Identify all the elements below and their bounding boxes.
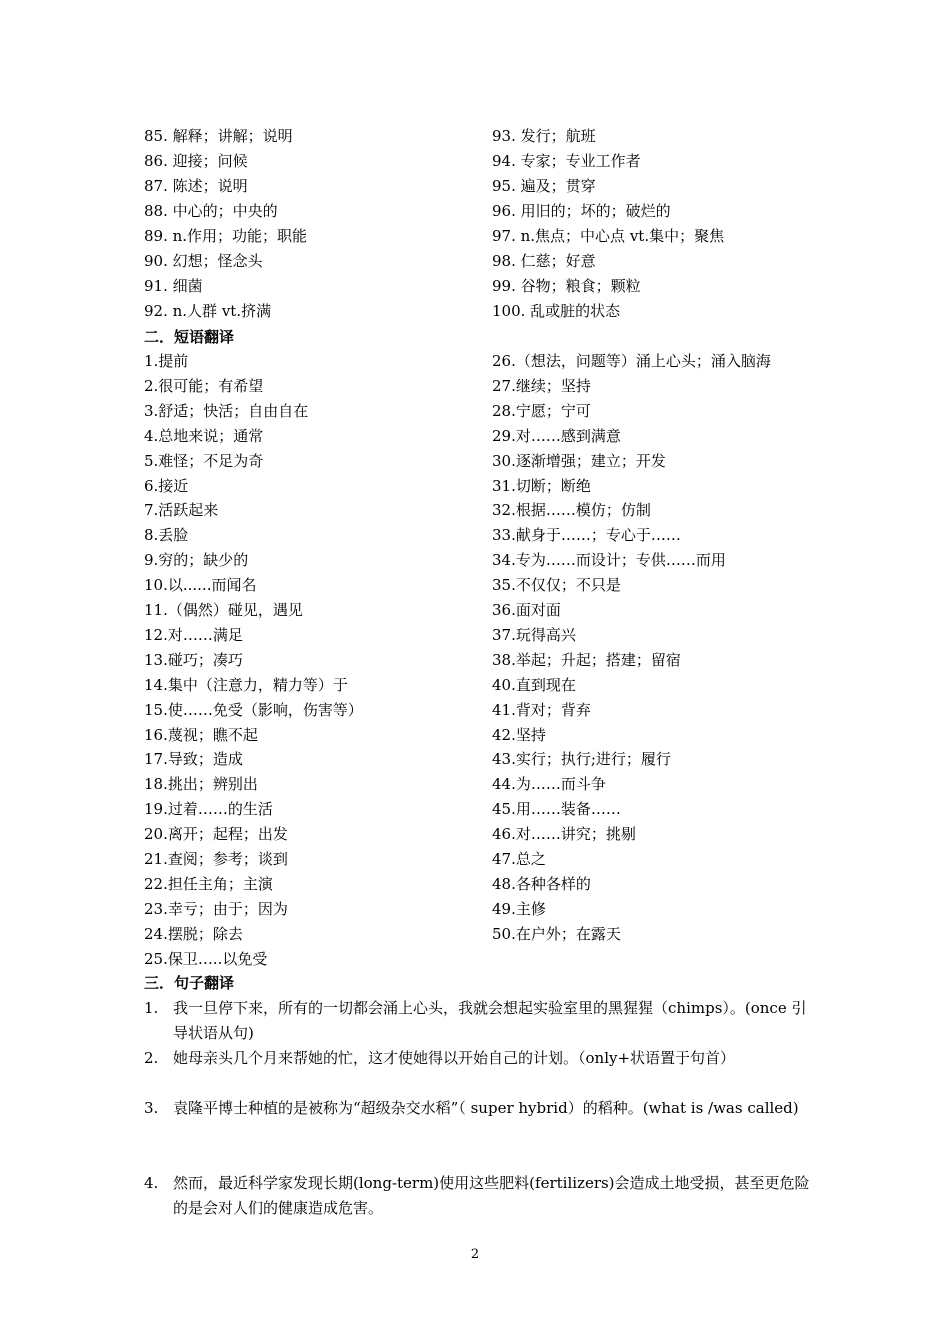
phrase-item: 29.对……感到满意	[492, 426, 621, 445]
phrase-item: 44.为……而斗争	[492, 775, 606, 794]
phrase-item: 40.直到现在	[492, 675, 576, 694]
phrase-item: 9.穷的；缺少的	[144, 551, 249, 570]
sentence-text: 她母亲头几个月来帮她的忙，这才使她得以开始自己的计划。（only+状语置于句首）	[173, 1049, 736, 1067]
phrase-item: 8.丢脸	[144, 526, 189, 545]
phrase-item: 12.对……满足	[144, 625, 243, 644]
phrase-item: 24.摆脱；除去	[144, 924, 243, 943]
phrase-item: 45.用……装备……	[492, 800, 621, 819]
vocab-item: 97. n.焦点；中心点 vt.集中；聚焦	[492, 227, 725, 245]
vocab-item: 85. 解释；讲解；说明	[144, 127, 293, 145]
phrase-item: 30.逐渐增强；建立；开发	[492, 451, 666, 470]
phrase-item: 26.（想法，问题等）涌上心头；涌入脑海	[492, 352, 771, 370]
sentence-item	[144, 1096, 810, 1121]
phrase-item: 37.玩得高兴	[492, 625, 576, 644]
phrase-item: 4.总地来说；通常	[144, 426, 264, 445]
phrase-item: 20.离开；起程；出发	[144, 825, 288, 844]
phrase-item: 7.活跃起来	[144, 501, 219, 520]
vocab-item: 89. n.作用；功能；职能	[144, 227, 308, 245]
phrase-item: 48.各种各样的	[492, 874, 591, 893]
phrase-item: 25.保卫…..以免受	[144, 949, 268, 968]
vocab-item: 91. 细菌	[144, 277, 203, 295]
section-heading-sentences: 三．句子翻译	[144, 974, 235, 992]
phrase-item: 32.根据……模仿；仿制	[492, 501, 651, 520]
phrase-item: 3.舒适；快活；自由自在	[144, 401, 309, 420]
vocab-item: 95. 遍及；贯穿	[492, 177, 596, 195]
phrase-item: 5.难怪；不足为奇	[144, 451, 264, 470]
phrase-item: 27.继续；坚持	[492, 376, 591, 395]
phrase-item: 47.总之	[492, 850, 546, 868]
phrase-item: 42.坚持	[492, 725, 546, 744]
sentence-item	[144, 1046, 810, 1071]
vocab-item: 99. 谷物；粮食；颗粒	[492, 277, 641, 295]
vocab-item: 100. 乱或脏的状态	[492, 302, 621, 320]
phrase-item: 35.不仅仅；不只是	[492, 576, 621, 595]
sentence-item	[144, 996, 810, 1046]
phrase-item: 15.使……免受（影响，伤害等）	[144, 700, 363, 719]
vocab-item: 86. 迎接；问候	[144, 152, 248, 170]
phrase-item: 31.切断；断绝	[492, 476, 591, 495]
phrase-item: 16.蔑视；瞧不起	[144, 725, 258, 744]
sentence-number: 4.	[144, 1174, 159, 1192]
phrase-item: 49.主修	[492, 899, 546, 918]
vocab-item: 88. 中心的；中央的	[144, 202, 278, 220]
vocab-item: 93. 发行；航班	[492, 127, 596, 145]
sentence-text: 我一旦停下来，所有的一切都会涌上心头，我就会想起实验室里的黑猩猩（chimps）。(once 引导状语从句)	[173, 999, 807, 1042]
phrase-item: 17.导致；造成	[144, 750, 243, 769]
phrase-item: 33.献身于……；专心于……	[492, 526, 681, 545]
phrase-item: 6.接近	[144, 476, 189, 495]
phrase-item: 28.宁愿；宁可	[492, 401, 591, 420]
phrase-item: 22.担任主角；主演	[144, 874, 273, 893]
phrase-item: 43.实行；执行;进行；履行	[492, 750, 671, 769]
sentence-number: 2.	[144, 1049, 159, 1067]
sentence-text: 袁隆平博士种植的是被称为“超级杂交水稻”（ super hybrid）的稻种。(what is /was called)	[173, 1099, 799, 1117]
sentence-item	[144, 1171, 810, 1221]
phrase-item: 19.过着……的生活	[144, 800, 273, 819]
phrase-item: 10.以......而闻名	[144, 576, 257, 595]
phrase-item: 1.提前	[144, 352, 189, 370]
vocab-item: 92. n.人群 vt.挤满	[144, 302, 272, 320]
vocab-item: 90. 幻想；怪念头	[144, 252, 263, 270]
phrase-item: 11.（偶然）碰见，遇见	[144, 601, 303, 619]
phrase-item: 14.集中（注意力，精力等）于	[144, 675, 348, 694]
phrase-item: 34.专为……而设计；专供……而用	[492, 551, 726, 570]
phrase-item: 50.在户外；在露天	[492, 924, 621, 943]
vocab-item: 94. 专家；专业工作者	[492, 152, 641, 170]
phrase-item: 46.对……讲究；挑剔	[492, 825, 636, 844]
phrase-item: 36.面对面	[492, 601, 561, 619]
sentence-number: 3.	[144, 1099, 159, 1117]
vocab-item: 87. 陈述；说明	[144, 177, 248, 195]
phrase-item: 13.碰巧；凑巧	[144, 650, 243, 669]
page-number: 2	[470, 1247, 480, 1262]
phrase-item: 2.很可能；有希望	[144, 376, 264, 395]
sentence-number: 1.	[144, 999, 159, 1017]
phrase-item: 21.查阅；参考；谈到	[144, 850, 288, 868]
sentence-text: 然而，最近科学家发现长期(long-term)使用这些肥料(fertilizers)会造成土地受损，甚至更危险的是会对人们的健康造成危害。	[173, 1174, 810, 1217]
phrase-item: 18.挑出；辨别出	[144, 775, 258, 794]
phrase-item: 38.举起；升起；搭建；留宿	[492, 650, 681, 669]
vocab-item: 96. 用旧的；坏的；破烂的	[492, 202, 671, 220]
phrase-item: 23.幸亏；由于；因为	[144, 899, 288, 918]
section-heading-phrases: 二．短语翻译	[144, 328, 235, 346]
vocab-item: 98. 仁慈；好意	[492, 252, 596, 270]
phrase-item: 41.背对；背弃	[492, 700, 591, 719]
